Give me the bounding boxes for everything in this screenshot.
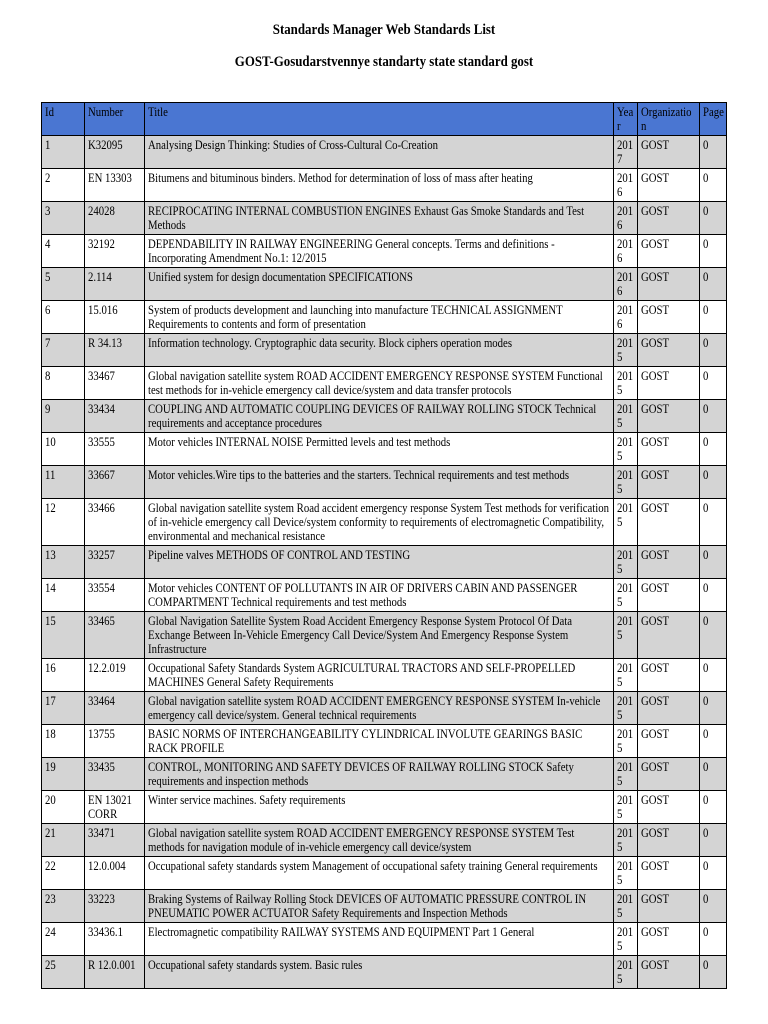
cell-number: 33467 [84,367,144,400]
cell-page: 0 [699,400,726,433]
cell-year: 2015 [614,692,638,725]
cell-number: K32095 [84,136,144,169]
cell-year: 2015 [614,334,638,367]
cell-title: Winter service machines. Safety requirements [145,791,614,824]
cell-page: 0 [699,268,726,301]
cell-organization: GOST [638,692,700,725]
standards-table [41,102,727,989]
table-row [42,956,727,989]
cell-number: 24028 [84,202,144,235]
page-title: Standards Manager Web Standards List [272,22,496,38]
cell-id: 25 [42,956,85,989]
table-row [42,923,727,956]
table-row [42,758,727,791]
cell-title: Motor vehicles CONTENT OF POLLUTANTS IN AIR OF DRIVERS CABIN AND PASSENGER COMPARTMENT Technical requirements and test methods [145,579,614,612]
cell-id: 4 [42,235,85,268]
table-row [42,334,727,367]
cell-title: Occupational safety standards system Management of occupational safety training General requirements [145,857,614,890]
cell-year: 2015 [614,659,638,692]
cell-organization: GOST [638,791,700,824]
table-row [42,268,727,301]
cell-id: 16 [42,659,85,692]
cell-title: Pipeline valves METHODS OF CONTROL AND TESTING [145,546,614,579]
cell-id: 24 [42,923,85,956]
cell-number: 33466 [84,499,144,546]
cell-title: Electromagnetic compatibility RAILWAY SYSTEMS AND EQUIPMENT Part 1 General [145,923,614,956]
cell-number: 33434 [84,400,144,433]
cell-organization: GOST [638,612,700,659]
cell-title: Analysing Design Thinking: Studies of Cross-Cultural Co-Creation [145,136,614,169]
table-row [42,612,727,659]
cell-page: 0 [699,546,726,579]
cell-id: 9 [42,400,85,433]
cell-number: 32192 [84,235,144,268]
cell-page: 0 [699,499,726,546]
cell-organization: GOST [638,546,700,579]
cell-organization: GOST [638,857,700,890]
table-row [42,499,727,546]
cell-page: 0 [699,612,726,659]
column-header-title: Title [145,103,614,136]
cell-year: 2015 [614,824,638,857]
cell-organization: GOST [638,268,700,301]
cell-id: 15 [42,612,85,659]
table-row [42,791,727,824]
cell-year: 2015 [614,890,638,923]
cell-number: R 34.13 [84,334,144,367]
cell-page: 0 [699,202,726,235]
cell-title: CONTROL, MONITORING AND SAFETY DEVICES OF RAILWAY ROLLING STOCK Safety requirements and inspection methods [145,758,614,791]
cell-year: 2016 [614,268,638,301]
cell-number: 2.114 [84,268,144,301]
cell-year: 2015 [614,791,638,824]
cell-id: 14 [42,579,85,612]
cell-number: EN 13021 CORR [84,791,144,824]
cell-year: 2017 [614,136,638,169]
table-row [42,692,727,725]
cell-title: Global navigation satellite system ROAD ACCIDENT EMERGENCY RESPONSE SYSTEM In-vehicle emergency call device/system. General technical requirements [145,692,614,725]
cell-year: 2015 [614,956,638,989]
cell-id: 11 [42,466,85,499]
cell-year: 2015 [614,725,638,758]
cell-number: 33465 [84,612,144,659]
cell-id: 19 [42,758,85,791]
cell-year: 2015 [614,923,638,956]
cell-organization: GOST [638,235,700,268]
cell-title: COUPLING AND AUTOMATIC COUPLING DEVICES OF RAILWAY ROLLING STOCK Technical requirements and acceptance procedures [145,400,614,433]
cell-year: 2016 [614,169,638,202]
cell-year: 2015 [614,367,638,400]
cell-id: 23 [42,890,85,923]
cell-organization: GOST [638,334,700,367]
cell-year: 2015 [614,857,638,890]
table-header-row [42,103,727,136]
cell-number: 33464 [84,692,144,725]
cell-id: 20 [42,791,85,824]
table-row [42,857,727,890]
cell-page: 0 [699,857,726,890]
table-row [42,579,727,612]
cell-page: 0 [699,169,726,202]
cell-number: 33257 [84,546,144,579]
table-row [42,202,727,235]
cell-id: 5 [42,268,85,301]
cell-title: Global navigation satellite system ROAD ACCIDENT EMERGENCY RESPONSE SYSTEM Functional test methods for in-vehicle emergency call device/system and data transfer protocols [145,367,614,400]
cell-year: 2015 [614,433,638,466]
cell-id: 22 [42,857,85,890]
cell-year: 2016 [614,202,638,235]
table-row [42,546,727,579]
cell-number: 33471 [84,824,144,857]
cell-number: 15.016 [84,301,144,334]
column-header-id: Id [42,103,85,136]
cell-number: R 12.0.001 [84,956,144,989]
column-header-number: Number [84,103,144,136]
cell-page: 0 [699,334,726,367]
cell-organization: GOST [638,169,700,202]
table-row [42,367,727,400]
cell-title: Global Navigation Satellite System Road Accident Emergency Response System Protocol Of Data Exchange Between In-Vehicle Emergency Call Device/System And Emergency Response System Infrastructure [145,612,614,659]
cell-page: 0 [699,466,726,499]
cell-id: 8 [42,367,85,400]
cell-title: Motor vehicles INTERNAL NOISE Permitted levels and test methods [145,433,614,466]
cell-title: Bitumens and bituminous binders. Method for determination of loss of mass after heating [145,169,614,202]
cell-id: 13 [42,546,85,579]
cell-title: Information technology. Cryptographic data security. Block ciphers operation modes [145,334,614,367]
column-header-year: Year [614,103,638,136]
cell-number: 33667 [84,466,144,499]
cell-year: 2015 [614,499,638,546]
cell-number: 33555 [84,433,144,466]
cell-page: 0 [699,725,726,758]
table-row [42,400,727,433]
cell-organization: GOST [638,499,700,546]
cell-organization: GOST [638,433,700,466]
cell-number: 33554 [84,579,144,612]
cell-organization: GOST [638,758,700,791]
cell-number: 33436.1 [84,923,144,956]
cell-id: 6 [42,301,85,334]
column-header-page: Page [699,103,726,136]
cell-number: 12.2.019 [84,659,144,692]
cell-id: 17 [42,692,85,725]
cell-year: 2015 [614,400,638,433]
cell-number: 12.0.004 [84,857,144,890]
cell-page: 0 [699,659,726,692]
cell-page: 0 [699,367,726,400]
cell-year: 2015 [614,546,638,579]
cell-organization: GOST [638,367,700,400]
cell-title: RECIPROCATING INTERNAL COMBUSTION ENGINES Exhaust Gas Smoke Standards and Test Methods [145,202,614,235]
page-subtitle: GOST-Gosudarstvennye standarty state standard gost [234,54,534,70]
cell-page: 0 [699,956,726,989]
cell-year: 2016 [614,235,638,268]
cell-title: Unified system for design documentation SPECIFICATIONS [145,268,614,301]
cell-page: 0 [699,824,726,857]
table-row [42,725,727,758]
table-row [42,659,727,692]
cell-organization: GOST [638,824,700,857]
cell-number: 33223 [84,890,144,923]
cell-title: Global navigation satellite system ROAD ACCIDENT EMERGENCY RESPONSE SYSTEM Test methods for navigation module of in-vehicle emergency call device/system [145,824,614,857]
table-row [42,433,727,466]
column-header-organization: Organization [638,103,700,136]
cell-id: 10 [42,433,85,466]
cell-year: 2015 [614,466,638,499]
cell-organization: GOST [638,400,700,433]
cell-page: 0 [699,301,726,334]
cell-title: BASIC NORMS OF INTERCHANGEABILITY CYLINDRICAL INVOLUTE GEARINGS BASIC RACK PROFILE [145,725,614,758]
cell-year: 2015 [614,579,638,612]
cell-page: 0 [699,579,726,612]
cell-organization: GOST [638,923,700,956]
cell-organization: GOST [638,136,700,169]
table-row [42,136,727,169]
cell-id: 3 [42,202,85,235]
cell-year: 2015 [614,612,638,659]
cell-organization: GOST [638,202,700,235]
cell-number: EN 13303 [84,169,144,202]
cell-title: Occupational Safety Standards System AGRICULTURAL TRACTORS AND SELF-PROPELLED MACHINES General Safety Requirements [145,659,614,692]
cell-id: 12 [42,499,85,546]
cell-page: 0 [699,923,726,956]
cell-page: 0 [699,433,726,466]
cell-page: 0 [699,692,726,725]
cell-number: 13755 [84,725,144,758]
cell-id: 18 [42,725,85,758]
cell-year: 2016 [614,301,638,334]
cell-page: 0 [699,235,726,268]
cell-year: 2015 [614,758,638,791]
cell-organization: GOST [638,725,700,758]
cell-title: Braking Systems of Railway Rolling Stock DEVICES OF AUTOMATIC PRESSURE CONTROL IN PNEUMATIC POWER ACTUATOR Safety Requirements and Inspection Methods [145,890,614,923]
cell-title: DEPENDABILITY IN RAILWAY ENGINEERING General concepts. Terms and definitions - Incorporating Amendment No.1: 12/2015 [145,235,614,268]
cell-organization: GOST [638,659,700,692]
cell-id: 21 [42,824,85,857]
cell-number: 33435 [84,758,144,791]
cell-organization: GOST [638,956,700,989]
cell-title: Occupational safety standards system. Basic rules [145,956,614,989]
cell-page: 0 [699,758,726,791]
cell-title: Motor vehicles.Wire tips to the batteries and the starters. Technical requirements and test methods [145,466,614,499]
table-row [42,824,727,857]
cell-page: 0 [699,791,726,824]
cell-id: 2 [42,169,85,202]
cell-organization: GOST [638,466,700,499]
cell-id: 1 [42,136,85,169]
cell-page: 0 [699,890,726,923]
table-row [42,235,727,268]
cell-organization: GOST [638,301,700,334]
cell-page: 0 [699,136,726,169]
table-row [42,301,727,334]
cell-title: Global navigation satellite system Road accident emergency response System Test methods for verification of in-vehicle emergency call Device/system conformity to requirements of electromagnetic Compatibility, environmental and mechanical resistance [145,499,614,546]
cell-organization: GOST [638,890,700,923]
cell-organization: GOST [638,579,700,612]
table-row [42,890,727,923]
table-row [42,466,727,499]
table-row [42,169,727,202]
cell-title: System of products development and launching into manufacture TECHNICAL ASSIGNMENT Requirements to contents and form of presentation [145,301,614,334]
cell-id: 7 [42,334,85,367]
